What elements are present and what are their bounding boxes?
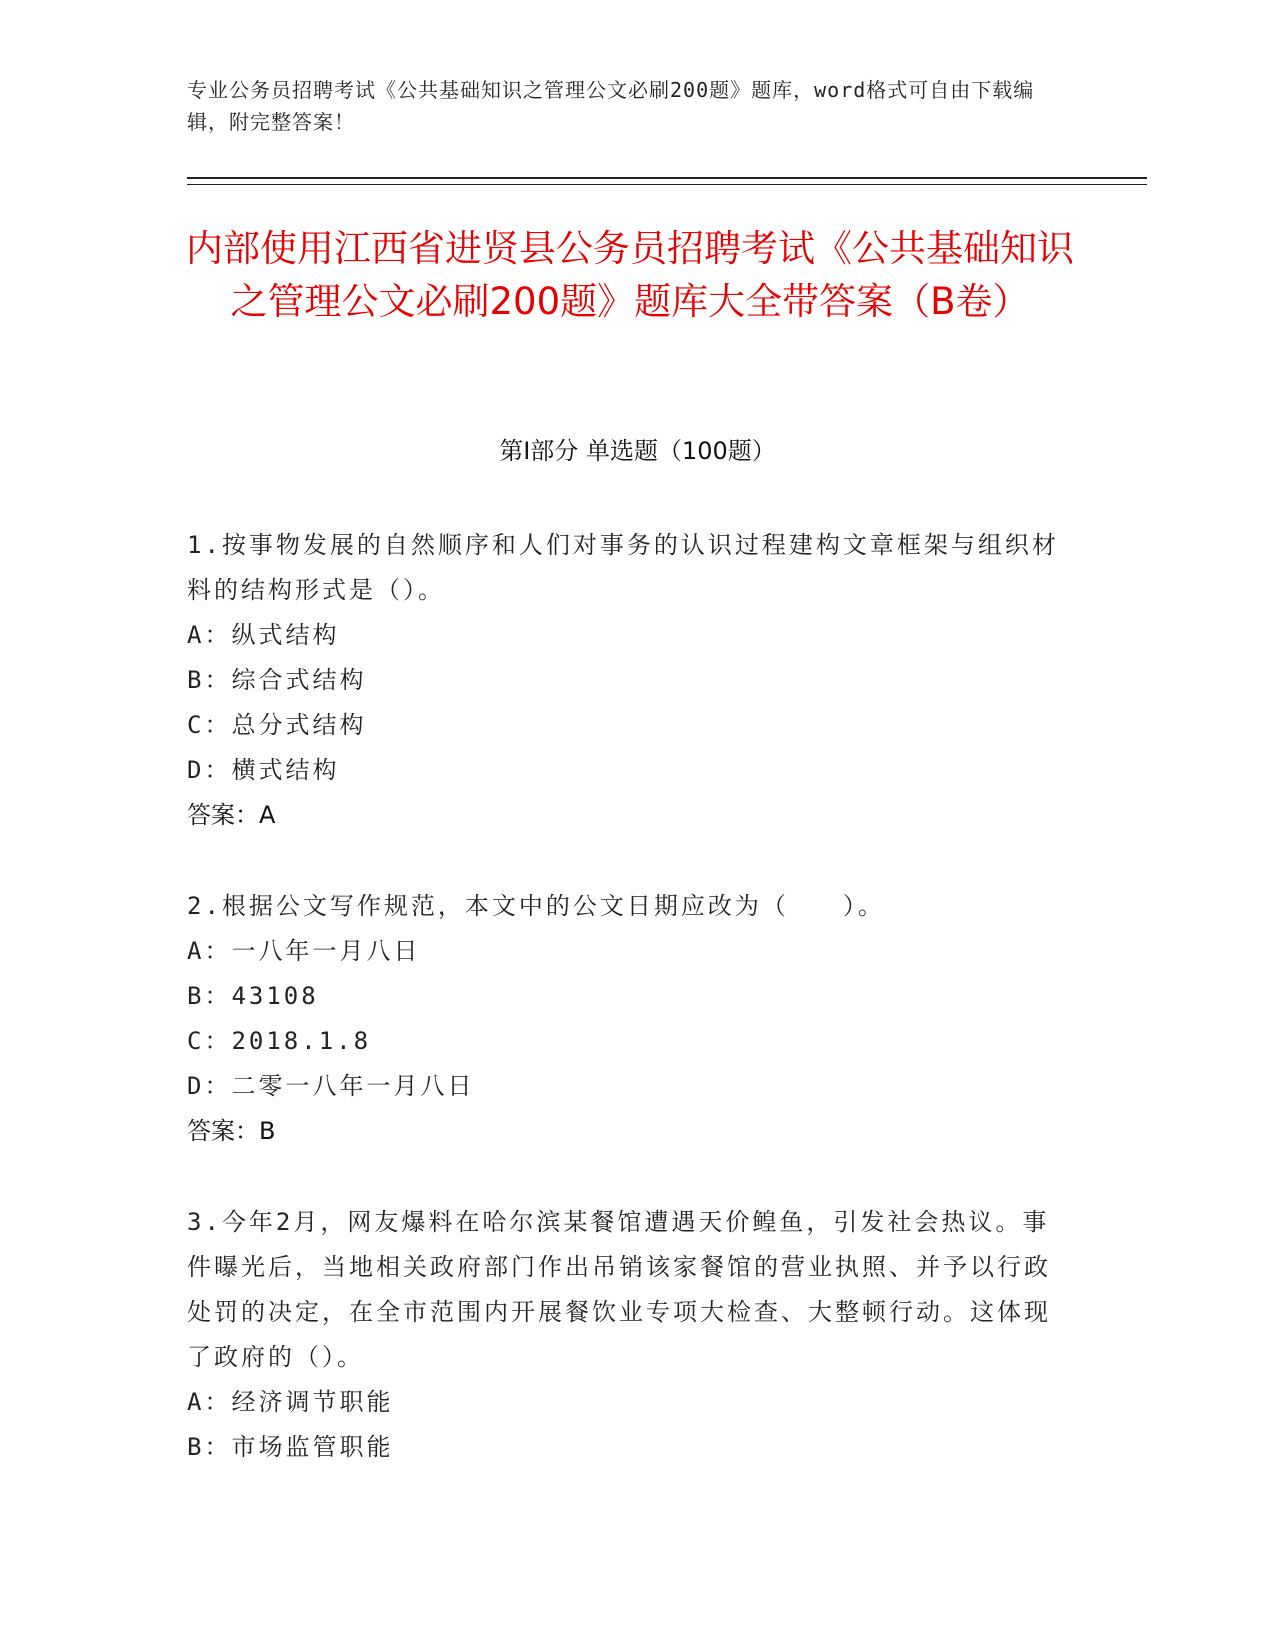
question-1 — [187, 523, 1067, 838]
option-a: A：一八年一月八日 — [187, 937, 421, 965]
option-b: B：综合式结构 — [187, 666, 367, 694]
question-list — [187, 523, 1067, 1516]
answer: 答案：B — [187, 1117, 276, 1145]
document-title: 内部使用江西省进贤县公务员招聘考试《公共基础知识之管理公文必刷200题》题库大全带答案（B卷） — [186, 227, 1074, 323]
header-rule-thin — [187, 184, 1147, 185]
option-d: D：二零一八年一月八日 — [187, 1072, 475, 1100]
option-c: C：总分式结构 — [187, 711, 367, 739]
option-a: A：纵式结构 — [187, 621, 340, 649]
question-3 — [187, 1200, 1067, 1470]
option-c: C：2018.1.8 — [187, 1027, 372, 1055]
option-b: B：43108 — [187, 982, 319, 1010]
option-a: A：经济调节职能 — [187, 1388, 394, 1416]
question-2 — [187, 884, 1067, 1154]
question-text: 1.按事物发展的自然顺序和人们对事务的认识过程建构文章框架与组织材料的结构形式是（）。 — [187, 531, 1059, 604]
question-text: 2.根据公文写作规范，本文中的公文日期应改为（ ）。 — [187, 892, 885, 920]
option-d: D：横式结构 — [187, 756, 340, 784]
question-text: 3.今年2月，网友爆料在哈尔滨某餐馆遭遇天价鳇鱼，引发社会热议。事件曝光后，当地相关政府部门作出吊销该家餐馆的营业执照、并予以行政处罚的决定，在全市范围内开展餐饮业专项大检查、大整顿行动。这体现了政府的（）。 — [187, 1208, 1051, 1371]
answer: 答案：A — [187, 801, 276, 829]
header-rule-thick — [187, 177, 1147, 179]
option-b: B：市场监管职能 — [187, 1433, 394, 1461]
section-heading: 第I部分 单选题（100题） — [499, 437, 776, 465]
header-note: 专业公务员招聘考试《公共基础知识之管理公文必刷200题》题库，word格式可自由下载编辑，附完整答案！ — [187, 78, 1035, 134]
